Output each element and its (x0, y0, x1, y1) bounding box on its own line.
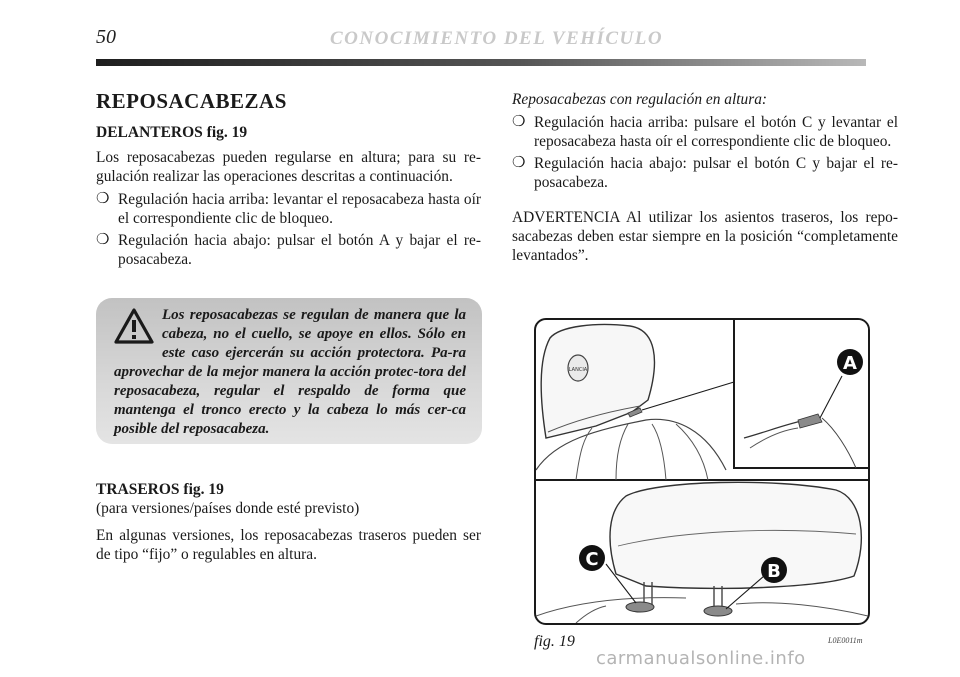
label-c: C (585, 549, 599, 570)
warning-text-block (114, 306, 466, 439)
bullet-mark: ❍ (96, 232, 110, 248)
front-bullet-1-text: Regulación hacia arriba: levantar el reposacabeza hasta oír el correspondiente clic de bloqueo. (118, 191, 481, 227)
bullet-mark: ❍ (512, 114, 526, 130)
front-bullet-2-text: Regulación hacia abajo: pulsar el botón A y bajar el re-posacabeza. (118, 232, 481, 268)
rear-subhead: TRASEROS fig. 19 (96, 481, 224, 498)
bullet-mark: ❍ (512, 155, 526, 171)
headrest-illustration (536, 320, 868, 623)
figure-caption: fig. 19 (534, 633, 575, 650)
label-b: B (767, 561, 781, 582)
rear-text: En algunas versiones, los reposacabezas traseros pueden ser de tipo “fijo” o regulables en altura. (96, 527, 481, 563)
rear-bullet-1-text: Regulación hacia arriba: pulsare el botón C y levantar el reposacabeza hasta oír el correspondiente clic de bloqueo. (534, 114, 898, 150)
bullet-mark: ❍ (96, 191, 110, 207)
advertencia-text: ADVERTENCIA Al utilizar los asientos traseros, los repo-sacabezas deben estar siempre en la posición “completamente levantados”. (512, 209, 898, 264)
watermark: carmanualsonline.info (596, 648, 806, 669)
rear-bullet-1 (512, 113, 898, 151)
header-rule (96, 59, 866, 66)
rear-bullet-2-text: Regulación hacia abajo: pulsar el botón C y bajar el re-posacabeza. (534, 155, 898, 191)
page-number: 50 (96, 26, 116, 48)
front-bullet-1 (96, 190, 481, 228)
figure-19 (534, 318, 870, 625)
brand-logo-text: LANCIA (568, 367, 588, 373)
right-column (512, 90, 898, 269)
left-column (96, 90, 481, 272)
height-adjust-intro: Reposacabezas con regulación en altura: (512, 91, 768, 108)
rear-note: (para versiones/países donde esté previsto) (96, 500, 360, 517)
warning-box (96, 298, 482, 444)
figure-code: L0E0011m (828, 636, 863, 645)
warning-text: Los reposacabezas se regulan de manera que la cabeza, no el cuello, se apoye en ellos. Sólo en este caso ejercerán su acción protectora. Pa-ra aprovechar de la mejor manera la acción protec-tora del reposacabeza, regular el respaldo de forma que mantenga el tronco erecto y la cabeza lo más cer-ca posible del reposacabeza. (114, 307, 466, 437)
section-title: REPOSACABEZAS (96, 89, 287, 113)
front-intro: Los reposacabezas pueden regularse en altura; para su re-gulación realizar las operaciones descritas a continuación. (96, 149, 481, 185)
rear-bullet-2 (512, 154, 898, 192)
label-a: A (843, 353, 857, 374)
front-subhead: DELANTEROS fig. 19 (96, 124, 248, 141)
front-bullet-2 (96, 231, 481, 269)
left-column-rear (96, 480, 481, 568)
running-header-title: CONOCIMIENTO DEL VEHÍCULO (330, 28, 664, 49)
